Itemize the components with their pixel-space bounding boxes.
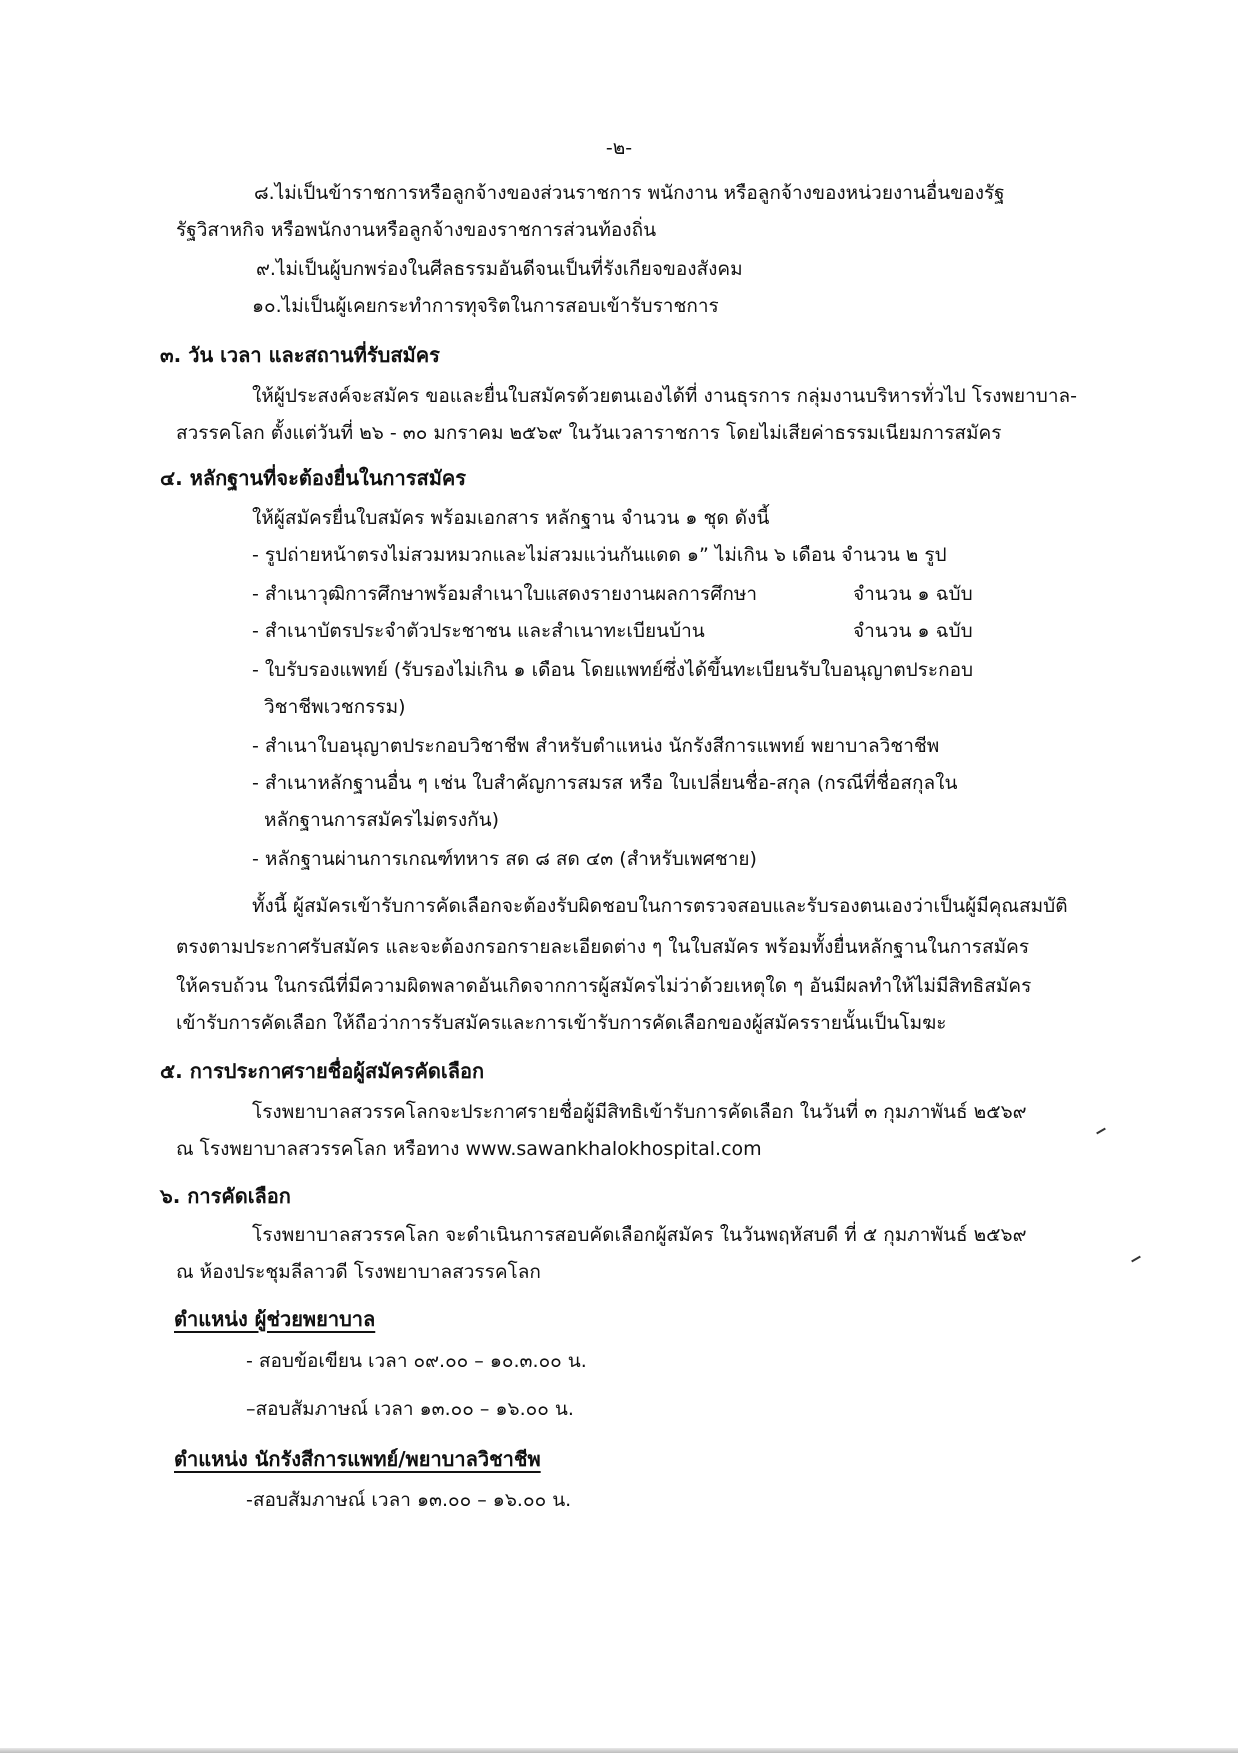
section-6-line-2: ณ ห้องประชุมลีลาวดี โรงพยาบาลสวรรคโลก xyxy=(176,1261,541,1283)
document-item-transcript: - สำเนาวุฒิการศึกษาพร้อมสำเนาใบแสดงรายงานผลการศึกษา xyxy=(252,583,758,605)
document-item-photo: - รูปถ่ายหน้าตรงไม่สวมหมวกและไม่สวมแว่นกันแดด ๑” ไม่เกิน ๖ เดือน จำนวน ๒ รูป xyxy=(252,544,947,566)
position-2-title: ตำแหน่ง นักรังสีการแพทย์/พยาบาลวิชาชีพ xyxy=(174,1447,541,1471)
section-4-note-line-3: ให้ครบถ้วน ในกรณีที่มีความผิดพลาดอันเกิดจากการผู้สมัครไม่ว่าด้วยเหตุใด ๆ อันมีผลทำให้ไม่มีสิทธิสมัคร xyxy=(176,975,1032,997)
page-number: -๒- xyxy=(605,137,633,159)
document-item-license: - สำเนาใบอนุญาตประกอบวิชาชีพ สำหรับตำแหน่ง นักรังสีการแพทย์ พยาบาลวิชาชีพ xyxy=(252,735,940,757)
position-1-title: ตำแหน่ง ผู้ช่วยพยาบาล xyxy=(174,1307,376,1331)
document-item-id-card: - สำเนาบัตรประจำตัวประชาชน และสำเนาทะเบียนบ้าน xyxy=(252,620,705,642)
section-4-note-line-2: ตรงตามประกาศรับสมัคร และจะต้องกรอกรายละเอียดต่าง ๆ ในใบสมัคร พร้อมทั้งยื่นหลักฐานในการสมัคร xyxy=(176,936,1030,958)
item-8-line-1: ๘.ไม่เป็นข้าราชการหรือลูกจ้างของส่วนราชการ พนักงาน หรือลูกจ้างของหน่วยงานอื่นของรัฐ xyxy=(254,182,1005,204)
scan-edge xyxy=(0,1748,1238,1753)
position-2-interview: -สอบสัมภาษณ์ เวลา ๑๓.๐๐ – ๑๖.๐๐ น. xyxy=(246,1489,572,1511)
item-10: ๑๐.ไม่เป็นผู้เคยกระทำการทุจริตในการสอบเข้ารับราชการ xyxy=(252,295,719,317)
pen-tick-mark xyxy=(1131,1256,1141,1263)
document-item-id-card-count: จำนวน ๑ ฉบับ xyxy=(853,620,973,642)
section-6-line-1: โรงพยาบาลสวรรคโลก จะดำเนินการสอบคัดเลือกผู้สมัคร ในวันพฤหัสบดี ที่ ๕ กุมภาพันธ์ ๒๕๖๙ xyxy=(252,1224,1027,1246)
document-item-military: - หลักฐานผ่านการเกณฑ์ทหาร สด ๘ สด ๔๓ (สำหรับเพศชาย) xyxy=(252,848,757,870)
document-item-medical-cert-line-2: วิชาชีพเวชกรรม) xyxy=(264,696,406,718)
section-3-line-2: สวรรคโลก ตั้งแต่วันที่ ๒๖ - ๓๐ มกราคม ๒๕๖๙ ในวันเวลาราชการ โดยไม่เสียค่าธรรมเนียมการสมัคร xyxy=(176,422,1002,444)
document-item-other-line-2: หลักฐานการสมัครไม่ตรงกัน) xyxy=(264,809,500,831)
document-item-medical-cert-line-1: - ใบรับรองแพทย์ (รับรองไม่เกิน ๑ เดือน โดยแพทย์ซึ่งได้ขึ้นทะเบียนรับใบอนุญาตประกอบ xyxy=(252,659,974,681)
item-8-line-2: รัฐวิสาหกิจ หรือพนักงานหรือลูกจ้างของราชการส่วนท้องถิ่น xyxy=(176,219,657,241)
position-1-interview: –สอบสัมภาษณ์ เวลา ๑๓.๐๐ – ๑๖.๐๐ น. xyxy=(246,1398,574,1420)
section-4-intro: ให้ผู้สมัครยื่นใบสมัคร พร้อมเอกสาร หลักฐาน จำนวน ๑ ชุด ดังนี้ xyxy=(252,507,770,529)
section-5-line-2: ณ โรงพยาบาลสวรรคโลก หรือทาง www.sawankhalokhospital.com xyxy=(176,1138,762,1160)
section-3-line-1: ให้ผู้ประสงค์จะสมัคร ขอและยื่นใบสมัครด้วยตนเองได้ที่ งานธุรการ กลุ่มงานบริหารทั่วไป โรงพยาบาล- xyxy=(252,385,1078,407)
section-6-heading: ๖. การคัดเลือก xyxy=(160,1184,291,1208)
section-3-heading: ๓. วัน เวลา และสถานที่รับสมัคร xyxy=(160,343,440,367)
item-9: ๙.ไม่เป็นผู้บกพร่องในศีลธรรมอันดีจนเป็นที่รังเกียจของสังคม xyxy=(256,258,743,280)
pen-tick-mark xyxy=(1096,1128,1106,1135)
document-item-other-line-1: - สำเนาหลักฐานอื่น ๆ เช่น ใบสำคัญการสมรส หรือ ใบเปลี่ยนชื่อ-สกุล (กรณีที่ชื่อสกุลใน xyxy=(252,772,958,794)
section-4-note-line-4: เข้ารับการคัดเลือก ให้ถือว่าการรับสมัครและการเข้ารับการคัดเลือกของผู้สมัครรายนั้นเป็นโมฆะ xyxy=(176,1012,947,1034)
section-4-note-line-1: ทั้งนี้ ผู้สมัครเข้ารับการคัดเลือกจะต้องรับผิดชอบในการตรวจสอบและรับรองตนเองว่าเป็นผู้มีคุณสมบัติ xyxy=(252,895,1068,917)
section-5-heading: ๕. การประกาศรายชื่อผู้สมัครคัดเลือก xyxy=(160,1059,485,1083)
position-1-written-exam: - สอบข้อเขียน เวลา ๐๙.๐๐ – ๑๐.๓.๐๐ น. xyxy=(246,1350,587,1372)
document-item-transcript-count: จำนวน ๑ ฉบับ xyxy=(853,583,973,605)
section-4-heading: ๔. หลักฐานที่จะต้องยื่นในการสมัคร xyxy=(160,466,467,490)
section-5-line-1: โรงพยาบาลสวรรคโลกจะประกาศรายชื่อผู้มีสิทธิเข้ารับการคัดเลือก ในวันที่ ๓ กุมภาพันธ์ ๒๕๖๙ xyxy=(252,1101,1027,1123)
